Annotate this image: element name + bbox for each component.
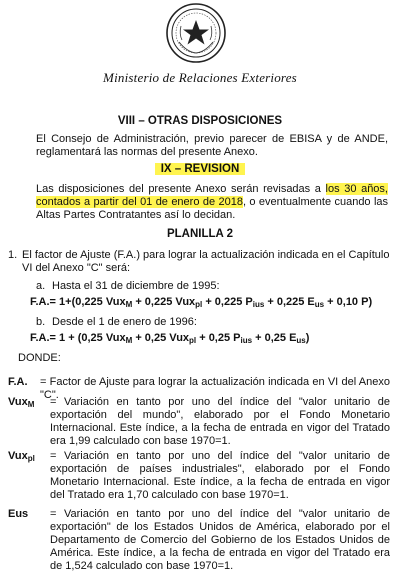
donde-label: DONDE: bbox=[18, 352, 61, 364]
planilla-title: PLANILLA 2 bbox=[166, 228, 234, 240]
section-9-text-before: Las disposiciones del presente Anexo serán revisadas a bbox=[36, 183, 326, 195]
item-1-number: 1. bbox=[8, 249, 18, 261]
item-a-text: Hasta el 31 de diciembre de 1995: bbox=[52, 280, 220, 292]
def-vuxpl-term: Vux$_{pl}$ bbox=[8, 450, 35, 463]
def-vuxm-text: = Variación en tanto por uno del índice del "valor unitario de exportación del mundo", elaborado por el Fondo Monetario Internacional. Este índice, a la fecha de entrada en vigor del Tratado era 1,99 calculado con base 1970=1. bbox=[50, 396, 390, 447]
section-9-highlighted-period: los 30 años, contados a partir del 01 de enero de 2018 bbox=[36, 183, 388, 208]
def-fa-text: = Factor de Ajuste para lograr la actualización indicada en VI del Anexo "C". bbox=[40, 376, 390, 401]
section-8-title: VIII – OTRAS DISPOSICIONES bbox=[117, 115, 283, 127]
item-b-label: b. bbox=[36, 316, 46, 328]
def-eus-term: Eus bbox=[8, 508, 29, 520]
section-9-text bbox=[36, 183, 388, 222]
item-a-label: a. bbox=[36, 280, 46, 292]
section-8-text: El Consejo de Administración, previo parecer de EBISA y de ANDE, reglamentará las normas del presente Anexo. bbox=[36, 133, 388, 158]
def-fa-term: F.A. bbox=[8, 376, 28, 388]
def-eus-text: = Variación en tanto por uno del índice del "valor unitario de exportación" de los Estados Unidos de América, elaborado por el Departamento de Comercio del Gobierno de los Estados Unidos de América. Este índice, a la fecha de entrada en vigor del Tratado era de 1,524 calculado con base 1970=1. bbox=[50, 508, 390, 572]
ministry-heading: Ministerio de Relaciones Exteriores bbox=[103, 70, 297, 85]
national-seal-icon bbox=[165, 2, 227, 64]
formula-a: F.A.= 1+(0,225 Vux$_M$ + 0,225 Vux$_{pl}$ + 0,225 $P_{ius} + 0,225$ $E_{us} + 0,10$ P) bbox=[30, 296, 373, 309]
formula-b: F.A.= 1 + (0,25 Vux$_M$ + 0,25 Vux$_{pl}$ + 0,25 $P_{ius} + 0,25$ $E_{us}$) bbox=[30, 332, 310, 345]
item-b-text: Desde el 1 de enero de 1996: bbox=[52, 316, 197, 328]
item-1-text: El factor de Ajuste (F.A.) para lograr la actualización indicada en el Capítulo VI del Anexo "C" será: bbox=[22, 249, 390, 274]
section-9-title-wrap bbox=[0, 163, 400, 175]
def-vuxm-term: Vux$_M$ bbox=[8, 396, 35, 409]
section-9-title: IX – REVISION bbox=[155, 163, 246, 175]
def-vuxpl-text: = Variación en tanto por uno del índice del "valor unitario de exportación de países industriales", elaborado por el Fondo Monetario Internacional. Este índice, a la fecha de entrada en vigor del Tratado era 1,70 calculado con base 1970=1. bbox=[50, 450, 390, 501]
section-9-text-after: , o eventualmente cuando las Altas Partes Contratantes así lo decidan. bbox=[36, 196, 389, 221]
